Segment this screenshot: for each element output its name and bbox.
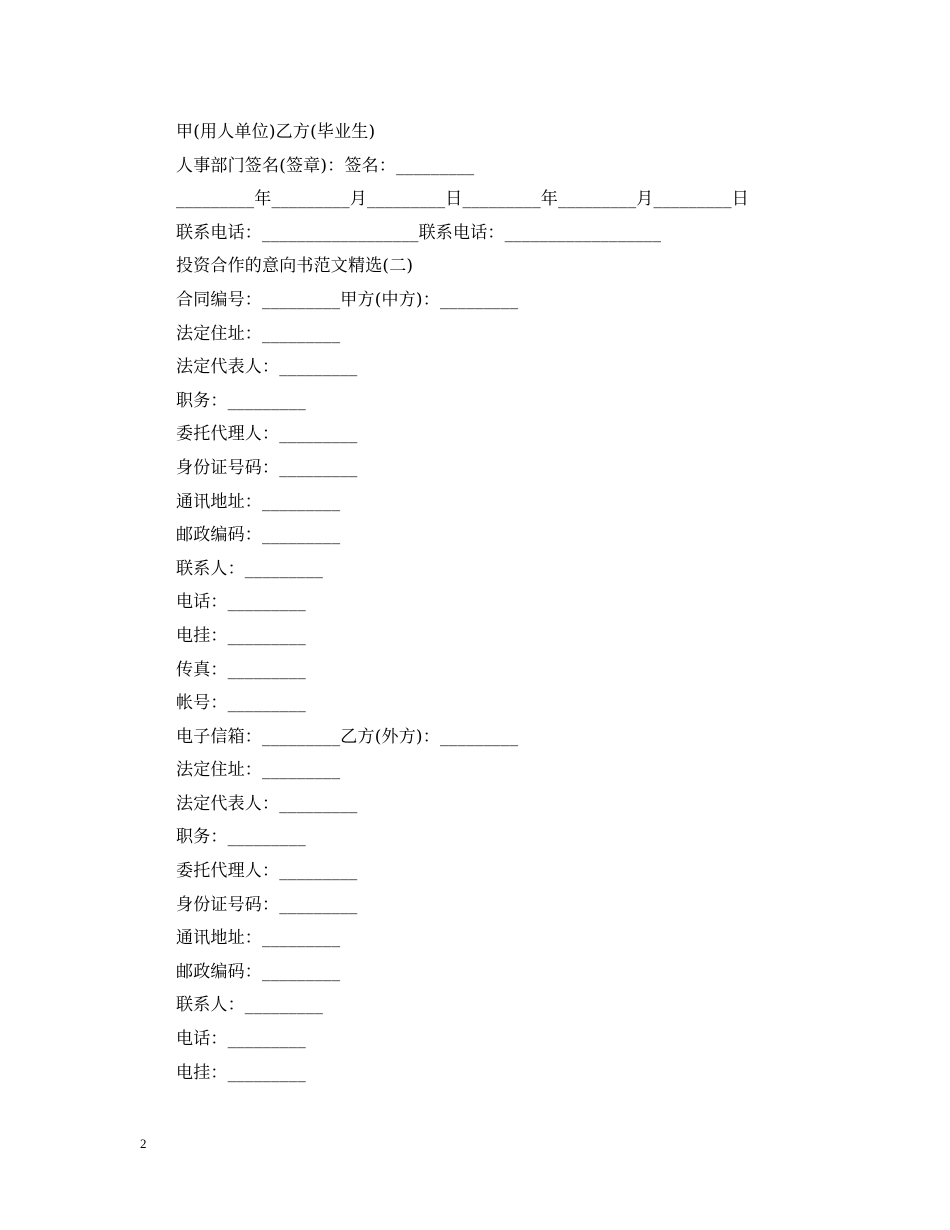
party-b-telegram: 电挂：_________ bbox=[176, 1062, 306, 1083]
party-a-mail-address: 通讯地址：_________ bbox=[176, 491, 341, 512]
party-a-position: 职务：_________ bbox=[176, 390, 306, 411]
party-b-legal-rep: 法定代表人：_________ bbox=[176, 793, 358, 814]
party-a-legal-rep: 法定代表人：_________ bbox=[176, 357, 358, 378]
party-a-agent: 委托代理人：_________ bbox=[176, 424, 358, 445]
party-b-contact: 联系人：_________ bbox=[176, 995, 324, 1016]
party-b-position: 职务：_________ bbox=[176, 827, 306, 848]
party-a-contact: 联系人：_________ bbox=[176, 558, 324, 579]
party-b-agent: 委托代理人：_________ bbox=[176, 861, 358, 882]
date-line: _________年_________月_________日_________年_________月_________日 bbox=[176, 189, 749, 210]
party-b-address: 法定住址：_________ bbox=[176, 760, 341, 781]
party-a-telegram: 电挂：_________ bbox=[176, 625, 306, 646]
signature-parties-line: 甲(用人单位)乙方(毕业生) bbox=[176, 122, 376, 142]
contract-number-line: 合同编号：_________甲方(中方)：_________ bbox=[176, 289, 519, 310]
party-a-phone: 电话：_________ bbox=[176, 592, 306, 613]
page-number: 2 bbox=[140, 1136, 147, 1151]
hr-signature-line: 人事部门签名(签章)：签名：_________ bbox=[176, 155, 475, 176]
party-a-fax: 传真：_________ bbox=[176, 659, 306, 680]
party-a-account: 帐号：_________ bbox=[176, 693, 306, 714]
party-a-postcode: 邮政编码：_________ bbox=[176, 525, 341, 546]
party-b-postcode: 邮政编码：_________ bbox=[176, 961, 341, 982]
contact-phone-line: 联系电话：__________________联系电话：__________________ bbox=[176, 222, 662, 243]
party-b-id-number: 身份证号码：_________ bbox=[176, 894, 358, 915]
party-a-address: 法定住址：_________ bbox=[176, 323, 341, 344]
email-and-party-b-line: 电子信箱：_________乙方(外方)：_________ bbox=[176, 726, 519, 747]
section-title: 投资合作的意向书范文精选(二) bbox=[176, 256, 414, 277]
party-b-mail-address: 通讯地址：_________ bbox=[176, 928, 341, 949]
party-b-phone: 电话：_________ bbox=[176, 1029, 306, 1050]
party-a-id-number: 身份证号码：_________ bbox=[176, 457, 358, 478]
document-body bbox=[176, 116, 816, 1090]
